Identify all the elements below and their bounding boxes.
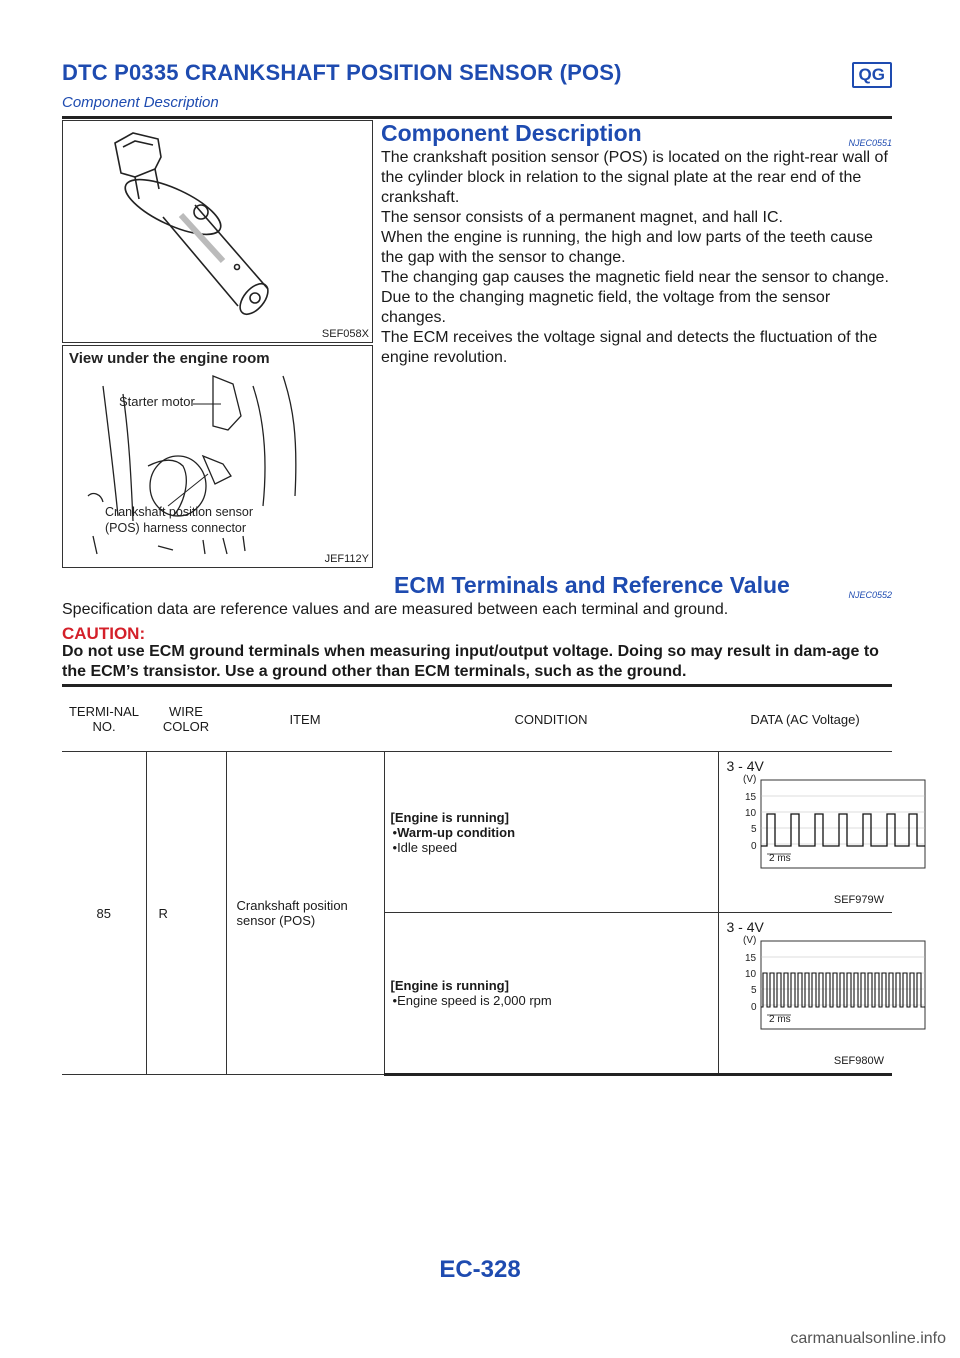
figure-caption: View under the engine room bbox=[69, 350, 270, 367]
sensor-figure bbox=[62, 120, 373, 343]
sensor-label-line2: (POS) harness connector bbox=[105, 521, 247, 535]
terminal-cell: 85 bbox=[62, 752, 146, 1075]
bullet-text: Idle speed bbox=[397, 839, 458, 855]
caution-label: CAUTION: bbox=[62, 624, 146, 643]
ecm-terminal-table bbox=[62, 684, 892, 1076]
page-subtitle: Component Description bbox=[62, 94, 219, 111]
condition-cell bbox=[384, 913, 718, 1075]
y-tick: 15 bbox=[744, 953, 756, 964]
axis-unit: (V) bbox=[742, 935, 756, 946]
figure-code: JEF112Y bbox=[324, 553, 369, 565]
table-header-row bbox=[62, 686, 892, 752]
page-title: DTC P0335 CRANKSHAFT POSITION SENSOR (POS) bbox=[62, 60, 622, 85]
paragraph: The ECM receives the voltage signal and detects the fluctuation of the engine revolution. bbox=[381, 329, 878, 366]
sensor-illustration bbox=[63, 121, 372, 342]
y-tick: 5 bbox=[750, 824, 757, 835]
header-item: ITEM bbox=[226, 686, 384, 752]
y-tick: 5 bbox=[750, 985, 757, 996]
paragraph: When the engine is running, the high and low parts of the teeth cause the gap with the sensor to change. bbox=[381, 229, 873, 266]
engine-room-illustration bbox=[63, 346, 372, 567]
time-label: 2 ms bbox=[768, 1014, 791, 1025]
condition-bullet: •Warm-up condition bbox=[392, 824, 516, 840]
axis-unit: (V) bbox=[742, 774, 756, 785]
section-ref: NJEC0552 bbox=[848, 590, 892, 600]
waveform-trace bbox=[761, 973, 925, 1007]
page-number: EC-328 bbox=[439, 1256, 521, 1283]
waveform-block bbox=[719, 913, 893, 1073]
paragraph: Due to the changing magnetic field, the voltage from the sensor changes. bbox=[381, 289, 831, 326]
condition-title: [Engine is running] bbox=[390, 978, 509, 993]
paragraph: The changing gap causes the magnetic field near the sensor to change. bbox=[381, 269, 889, 286]
engine-room-figure bbox=[62, 345, 373, 568]
y-tick: 15 bbox=[744, 792, 756, 803]
voltage-value: 3 - 4V bbox=[726, 919, 764, 935]
condition-bullet: •Engine speed is 2,000 rpm bbox=[392, 993, 552, 1008]
watermark: carmanualsonline.info bbox=[790, 1330, 946, 1347]
header-terminal: TERMI-NAL NO. bbox=[62, 686, 146, 752]
figure-code: SEF980W bbox=[833, 1055, 884, 1067]
waveform-chart bbox=[733, 917, 933, 1057]
table-row bbox=[62, 752, 892, 913]
section-title: Component Description bbox=[381, 120, 642, 146]
paragraph: The sensor consists of a permanent magnet, and hall IC. bbox=[381, 209, 783, 226]
bullet-text: Engine speed is 2,000 rpm bbox=[397, 993, 552, 1008]
caution-text: Do not use ECM ground terminals when measuring input/output voltage. Doing so may result in dam-age to the ECM’s transistor. Use a ground other than ECM terminals, such as the ground. bbox=[62, 643, 879, 680]
header-condition: CONDITION bbox=[384, 686, 718, 752]
bullet-text: Warm-up condition bbox=[397, 824, 516, 840]
wire-cell: R bbox=[146, 752, 226, 1075]
spec-note: Specification data are reference values and are measured between each terminal and ground. bbox=[62, 601, 729, 618]
waveform-chart bbox=[733, 756, 933, 896]
y-tick: 0 bbox=[750, 1002, 757, 1013]
engine-badge: QG bbox=[852, 62, 892, 88]
component-description-text bbox=[381, 148, 893, 368]
sensor-label-line1: Crankshaft position sensor bbox=[105, 505, 253, 519]
y-tick: 0 bbox=[750, 841, 757, 852]
header-rule bbox=[62, 116, 892, 119]
section-ref: NJEC0551 bbox=[848, 138, 892, 148]
item-cell: Crankshaft position sensor (POS) bbox=[226, 752, 384, 1075]
starter-motor-label: Starter motor bbox=[119, 394, 195, 409]
section-title: ECM Terminals and Reference Value bbox=[394, 572, 790, 598]
header-wire: WIRE COLOR bbox=[146, 686, 226, 752]
paragraph: The crankshaft position sensor (POS) is located on the right-rear wall of the cylinder block in relation to the signal plate at the rear end of the crankshaft. bbox=[381, 149, 888, 206]
header-data: DATA (AC Voltage) bbox=[718, 686, 892, 752]
data-cell bbox=[718, 913, 892, 1075]
time-label: 2 ms bbox=[768, 853, 791, 864]
waveform-trace bbox=[761, 814, 925, 846]
figure-code: SEF058X bbox=[321, 328, 369, 340]
voltage-value: 3 - 4V bbox=[726, 758, 764, 774]
waveform-block bbox=[719, 752, 893, 912]
data-cell bbox=[718, 752, 892, 913]
figure-code: SEF979W bbox=[833, 894, 884, 906]
condition-bullet: •Idle speed bbox=[392, 839, 458, 855]
condition-title: [Engine is running] bbox=[390, 809, 509, 825]
y-tick: 10 bbox=[744, 808, 756, 819]
condition-cell bbox=[384, 752, 718, 913]
y-tick: 10 bbox=[744, 969, 756, 980]
